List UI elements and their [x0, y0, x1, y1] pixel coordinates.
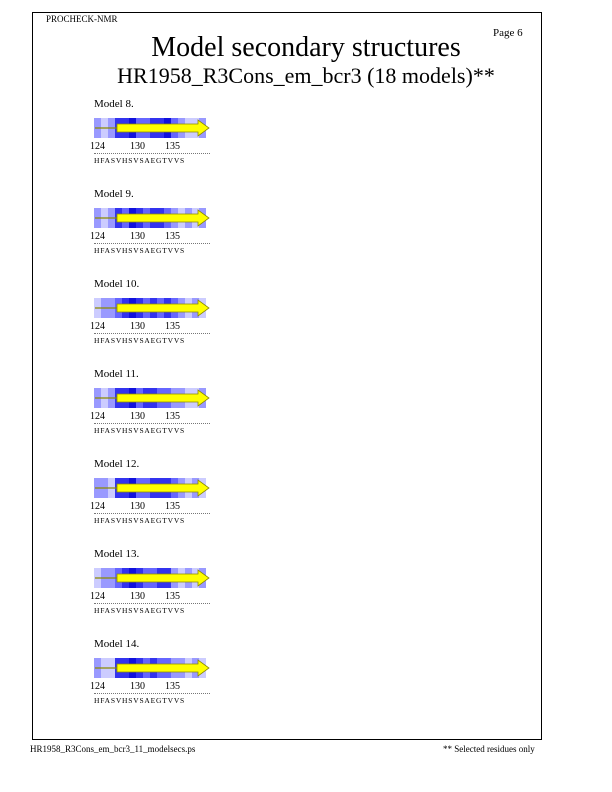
sequence-divider [94, 693, 210, 694]
beta-strand-shape [117, 570, 209, 586]
program-name: PROCHECK-NMR [46, 14, 118, 24]
page-subtitle: HR1958_R3Cons_em_bcr3 (18 models)** [117, 63, 495, 88]
strand-arrow-icon [90, 204, 215, 232]
beta-strand-shape [117, 480, 209, 496]
residue-tick-label: 130 [130, 321, 145, 332]
residue-sequence: HFASVHSVSAEGTVVS [94, 426, 186, 435]
residue-tick-label: 135 [165, 411, 180, 422]
sequence-divider [94, 423, 210, 424]
residue-tick-label: 124 [90, 681, 105, 692]
residue-axis [90, 681, 220, 693]
page-title: Model secondary structures [151, 32, 461, 63]
beta-strand-shape [117, 300, 209, 316]
residue-tick-label: 130 [130, 681, 145, 692]
sequence-divider [94, 243, 210, 244]
residue-tick-label: 130 [130, 231, 145, 242]
residue-axis [90, 411, 220, 423]
strand-arrow-icon [90, 474, 215, 502]
model-block [90, 368, 220, 458]
residue-axis [90, 141, 220, 153]
footer-note: ** Selected residues only [443, 744, 535, 754]
residue-axis [90, 591, 220, 603]
residue-tick-label: 130 [130, 591, 145, 602]
model-block [90, 188, 220, 278]
residue-tick-label: 124 [90, 141, 105, 152]
residue-sequence: HFASVHSVSAEGTVVS [94, 336, 186, 345]
beta-strand-shape [117, 660, 209, 676]
model-label: Model 8. [94, 98, 134, 110]
model-block [90, 278, 220, 368]
model-label: Model 14. [94, 638, 140, 650]
residue-axis [90, 321, 220, 333]
residue-axis [90, 231, 220, 243]
strand-arrow-icon [90, 294, 215, 322]
model-block [90, 548, 220, 638]
page-number: Page 6 [493, 27, 523, 39]
strand-arrow-icon [90, 564, 215, 592]
residue-tick-label: 135 [165, 231, 180, 242]
sequence-divider [94, 513, 210, 514]
sequence-divider [94, 153, 210, 154]
residue-sequence: HFASVHSVSAEGTVVS [94, 246, 186, 255]
residue-tick-label: 124 [90, 231, 105, 242]
sequence-divider [94, 333, 210, 334]
residue-tick-label: 135 [165, 681, 180, 692]
model-label: Model 13. [94, 548, 140, 560]
residue-tick-label: 135 [165, 501, 180, 512]
residue-tick-label: 124 [90, 321, 105, 332]
residue-tick-label: 130 [130, 501, 145, 512]
model-block [90, 98, 220, 188]
model-label: Model 12. [94, 458, 140, 470]
model-label: Model 9. [94, 188, 134, 200]
residue-tick-label: 135 [165, 141, 180, 152]
residue-tick-label: 124 [90, 501, 105, 512]
model-block [90, 638, 220, 728]
model-block [90, 458, 220, 548]
strand-arrow-icon [90, 654, 215, 682]
residue-tick-label: 135 [165, 321, 180, 332]
model-label: Model 11. [94, 368, 139, 380]
residue-tick-label: 124 [90, 411, 105, 422]
residue-tick-label: 130 [130, 411, 145, 422]
residue-tick-label: 130 [130, 141, 145, 152]
residue-tick-label: 135 [165, 591, 180, 602]
sequence-divider [94, 603, 210, 604]
residue-sequence: HFASVHSVSAEGTVVS [94, 606, 186, 615]
residue-axis [90, 501, 220, 513]
residue-tick-label: 124 [90, 591, 105, 602]
residue-sequence: HFASVHSVSAEGTVVS [94, 696, 186, 705]
strand-arrow-icon [90, 384, 215, 412]
footer-filename: HR1958_R3Cons_em_bcr3_11_modelsecs.ps [30, 744, 196, 754]
beta-strand-shape [117, 120, 209, 136]
strand-arrow-icon [90, 114, 215, 142]
residue-sequence: HFASVHSVSAEGTVVS [94, 516, 186, 525]
residue-sequence: HFASVHSVSAEGTVVS [94, 156, 186, 165]
beta-strand-shape [117, 390, 209, 406]
model-label: Model 10. [94, 278, 140, 290]
beta-strand-shape [117, 210, 209, 226]
